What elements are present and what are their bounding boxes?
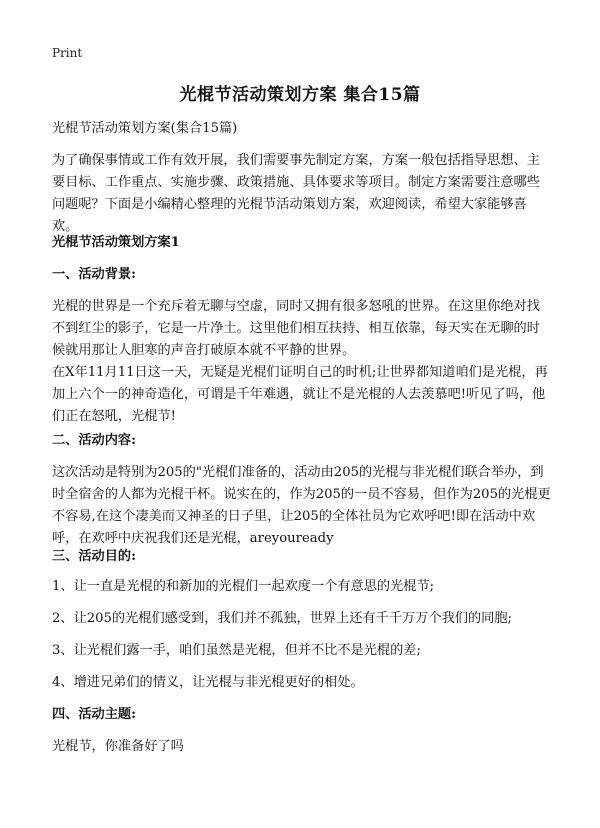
intro-paragraph: 为了确保事情或工作有效开展，我们需要事先制定方案，方案一般包括指导思想、主要目标、工作重点、实施步骤、政策措施、具体要求等项目。制定方案需要注意哪些问题呢？下面是小编精心整理的光棍节活动策划方案，欢迎阅读，希望大家能够喜欢。 bbox=[52, 153, 540, 234]
document-subtitle: 光棍节活动策划方案(集合15篇) bbox=[52, 121, 238, 136]
content-heading: 二、活动内容: bbox=[52, 433, 136, 448]
background-paragraph-1: 光棍的世界是一个充斥着无聊与空虚，同时又拥有很多怒吼的世界。在这里你绝对找不到红尘的影子，它是一片净土。这里他们相互扶持、相互依靠，每天实在无聊的时候就用那让人胆寒的声音打破原本就不平静的世界。 bbox=[52, 299, 540, 358]
goal-item: 3、让光棍们露一手，咱们虽然是光棍，但并不比不是光棍的差; bbox=[52, 643, 421, 658]
document-title: 光棍节活动策划方案 集合15篇 bbox=[179, 85, 421, 105]
content-paragraph: 这次活动是特别为205的"光棍们准备的，活动由205的光棍与非光棍们联合举办，到时全宿舍的人都为光棍干杯。说实在的，作为205的一员不容易，但作为205的光棍更不容易,在这个凄美而又神圣的日子里，让205的全体社员为它欢呼吧!即在活动中欢呼，在欢呼中庆祝我们还是光棍，areyouready bbox=[52, 465, 551, 546]
goal-item: 4、增进兄弟们的情义，让光棍与非光棍更好的相处。 bbox=[52, 675, 364, 690]
theme-text: 光棍节，你准备好了吗 bbox=[52, 739, 184, 754]
background-paragraph-2: 在X年11月11日这一天，无疑是光棍们证明自己的时机;让世界都知道咱们是光棍，再加上六个一的神奇造化，可谓是千年难遇，就让不是光棍的人去羡慕吧!听见了吗，他们正在怒吼，光棍节! bbox=[52, 365, 548, 424]
goal-item: 1、让一直是光棍的和新加的光棍们一起欢度一个有意思的光棍节; bbox=[52, 579, 435, 594]
goal-heading: 三、活动目的: bbox=[52, 549, 136, 564]
plan-heading: 光棍节活动策划方案1 bbox=[52, 235, 180, 250]
background-heading: 一、活动背景: bbox=[52, 267, 136, 282]
theme-heading: 四、活动主题: bbox=[52, 707, 136, 722]
print-label[interactable]: Print bbox=[52, 46, 83, 60]
goal-item: 2、让205的光棍们感受到，我们并不孤独，世界上还有千千万万个我们的同胞; bbox=[52, 611, 513, 626]
